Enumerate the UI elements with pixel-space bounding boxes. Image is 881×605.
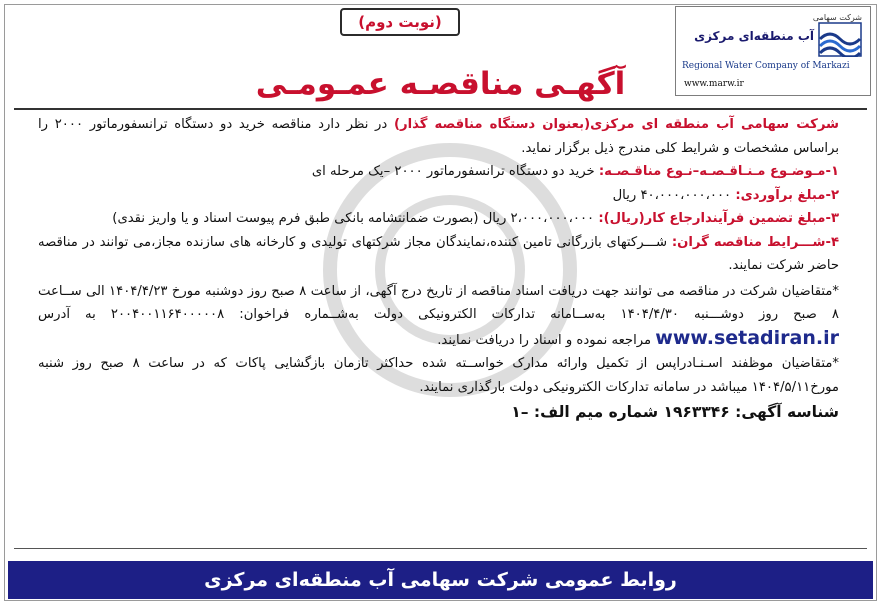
water-drop-logo-icon [818,21,862,57]
ad-body [38,113,839,425]
title-divider [14,108,867,110]
intro-paragraph [38,113,839,160]
footer-banner: روابط عمومی شرکت سهامی آب منطقه‌ای مرکزی [8,561,873,599]
item-conditions [38,231,839,278]
note-documents [38,280,839,353]
item-subject-label: ۱-مـوضـوع مـنـاقـصـه–نـوع مناقـصـه: [598,164,839,179]
item-subject-value: خرید دو دستگاه ترانسفورماتور ۲۰۰۰ –یک مرحله ای [311,164,595,179]
item-estimate-label: ۲-مبلغ برآوردی: [735,187,839,203]
logo-small-label: شرکت سهامی [812,13,862,22]
item-estimate [38,184,839,208]
intro-organizer: شرکت سهامی آب منطقه ای مرکزی(بعنوان دستگاه مناقصه گذار) [393,117,839,132]
logo-website: www.marw.ir [684,79,744,89]
item-estimate-value: ۴۰،۰۰۰،۰۰۰،۰۰۰ ریال [612,187,732,203]
note-documents-end: مراجعه نموده و اسناد را دریافت نمایند. [437,332,656,348]
ad-identifier: شناسه آگهی: ۱۹۶۳۳۴۶ شماره میم الف: –۱ [511,403,839,421]
item-guarantee [38,207,839,231]
logo-company-english: Regional Water Company of Markazi [682,61,850,71]
item-guarantee-value: ۲،۰۰۰،۰۰۰،۰۰۰ ریال (بصورت ضمانتشامه بانکی طبق فرم پیوست اسناد و یا واریز نقدی) [112,211,595,226]
footer-divider [14,548,867,549]
logo-company-name: آب منطقه‌ای مرکزی [694,29,814,43]
item-conditions-value: شـــرکتهای بازرگانی تامین کننده،نمایندگان مجاز شرکتهای تولیدی و کارخانه های سازنده مجاز،می توانند در مناقصه حاضر شرکت نمایند. [38,234,839,273]
intro-text: در نظر دارد مناقصه خرید دو دستگاه ترانسفورماتور ۲۰۰۰ را براساس مشخصات و شرایط کلی مندرج ذیل برگزار نماید. [38,117,839,156]
turn-badge: (نوبت دوم) [340,8,460,36]
page-title: آگهـی مناقصـه عمـومـی [255,66,626,102]
item-guarantee-label: ۳-مبلغ تضمین فرآیندارجاع کار(ریال): [598,211,839,226]
item-subject [38,160,839,184]
note-submission: *متقاضیان موظفند اسـنـادراپس از تکمیل وارائه مدارک خواســته شده حداکثر تازمان بازگشایی پاکات که در ساعت ۸ صبح روز شنبه مورخ۱۴۰۴/۵/۱۱ میباشد در سامانه تدارکات الکترونیکی دولت بارگذاری نمایند. [38,356,839,395]
item-conditions-label: ۴-شـــرایط مناقصه گران: [671,234,839,250]
note-documents-text: *متقاضیان شرکت در مناقصه می توانند جهت دریافت اسناد مناقصه از تاریخ درج آگهی، از ساعت ۸ صبح روز دوشنبه مورخ ۱۴۰۴/۴/۲۳ الی ســاعت ۸ صبح روز دوشـــنبه ۱۴۰۴/۴/۳۰ به‌ســامانه تدارکات الکترونیکی دولت به‌شــماره فراخوان: ۲۰۰۴۰۰۱۱۶۴۰۰۰۰۰۸ به آدرس [38,283,840,322]
setadiran-link[interactable]: www.setadiran.ir [655,326,839,349]
